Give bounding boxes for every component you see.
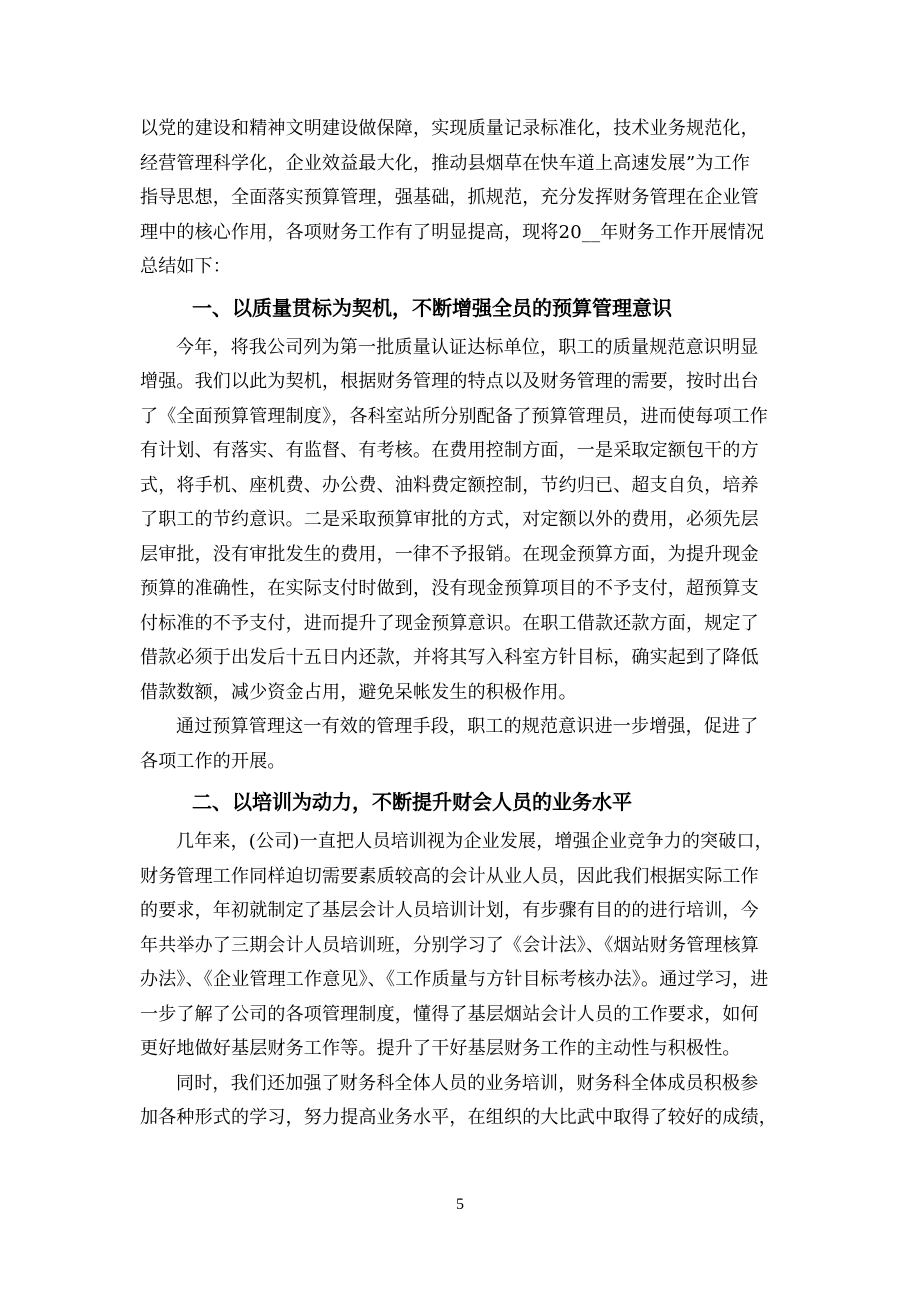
- text-line: 有计划、有落实、有监督、有考核。在费用控制方面，一是采取定额包干的方: [140, 440, 759, 461]
- text-line: 加各种形式的学习，努力提高业务水平，在组织的大比武中取得了较好的成绩，: [140, 1107, 777, 1128]
- text-line: 理中的核心作用，各项财务工作有了明显提高，现将20__年财务工作开展情况: [140, 221, 765, 243]
- text-line: 总结如下：: [140, 256, 231, 277]
- text-line: 指导思想，全面落实预算管理，强基础，抓规范，充分发挥财务管理在企业管: [140, 187, 759, 208]
- text-line: 借款必须于出发后十五日内还款，并将其写入科室方针目标，确实起到了降低: [140, 647, 759, 668]
- text-line: 的要求，年初就制定了基层会计人员培训计划，有步骤有目的的进行培训，今: [140, 900, 759, 921]
- text-line: 以党的建设和精神文明建设做保障，实现质量记录标准化，技术业务规范化，: [140, 118, 759, 139]
- text-line: 更好地做好基层财务工作等。提升了干好基层财务工作的主动性与积极性。: [140, 1038, 741, 1059]
- text-line: 各项工作的开展。: [140, 750, 286, 772]
- text-line: 了《全面预算管理制度》，各科室站所分别配备了预算管理员，进而使每项工作: [140, 405, 768, 427]
- text-line: 借款数额，减少资金占用，避免呆帐发生的积极作用。: [140, 681, 577, 703]
- text-line: 几年来，(公司)一直把人员培训视为企业发展，增强企业竞争力的突破口，: [176, 831, 773, 852]
- text-line: 年共举办了三期会计人员培训班，分别学习了《会计法》、《烟站财务管理核算: [140, 934, 759, 956]
- section1-paragraph-2: [140, 710, 795, 779]
- text-line: 一步了解了公司的各项管理制度，懂得了基层烟站会计人员的工作要求，如何: [140, 1003, 759, 1025]
- text-line: 式，将手机、座机费、办公费、油料费定额控制，节约归已、超支自负，培养: [140, 474, 759, 496]
- document-body: [140, 112, 795, 1136]
- section-heading-2: 二、以培训为动力，不断提升财会人员的业务水平: [192, 790, 632, 814]
- intro-paragraph: [140, 112, 795, 285]
- text-line: 付标准的不予支付，进而提升了现金预算意识。在职工借款还款方面，规定了: [140, 612, 759, 634]
- section2-paragraph-1: [140, 825, 795, 1067]
- section-heading-1: 一、以质量贯标为契机，不断增强全员的预算管理意识: [192, 295, 672, 320]
- text-line: 层审批，没有审批发生的费用，一律不予报销。在现金预算方面，为提升现金: [140, 543, 759, 565]
- text-line: 同时，我们还加强了财务科全体人员的业务培训，财务科全体成员积极参: [176, 1072, 759, 1094]
- text-line: 通过预算管理这一有效的管理手段，职工的规范意识进一步增强，促进了: [176, 716, 759, 737]
- text-line: 了职工的节约意识。二是采取预算审批的方式，对定额以外的费用，必须先层: [140, 509, 759, 530]
- page-number: 5: [456, 1196, 464, 1213]
- text-line: 财务管理工作同样迫切需要素质较高的会计从业人员，因此我们根据实际工作: [140, 865, 759, 887]
- text-line: 办法》、《企业管理工作意见》、《工作质量与方针目标考核办法》。通过学习，进: [140, 969, 769, 990]
- text-line: 经营管理科学化，企业效益最大化，推动县烟草在快车道上高速发展”为工作: [140, 152, 750, 174]
- text-line: 预算的准确性，在实际支付时做到，没有现金预算项目的不予支付，超预算支: [140, 578, 759, 599]
- text-line: 今年，将我公司列为第一批质量认证达标单位，职工的质量规范意识明显: [176, 336, 759, 358]
- text-line: 增强。我们以此为契机，根据财务管理的特点以及财务管理的需要，按时出台: [140, 371, 759, 392]
- section2-paragraph-2: [140, 1067, 795, 1136]
- section1-paragraph-1: [140, 331, 795, 711]
